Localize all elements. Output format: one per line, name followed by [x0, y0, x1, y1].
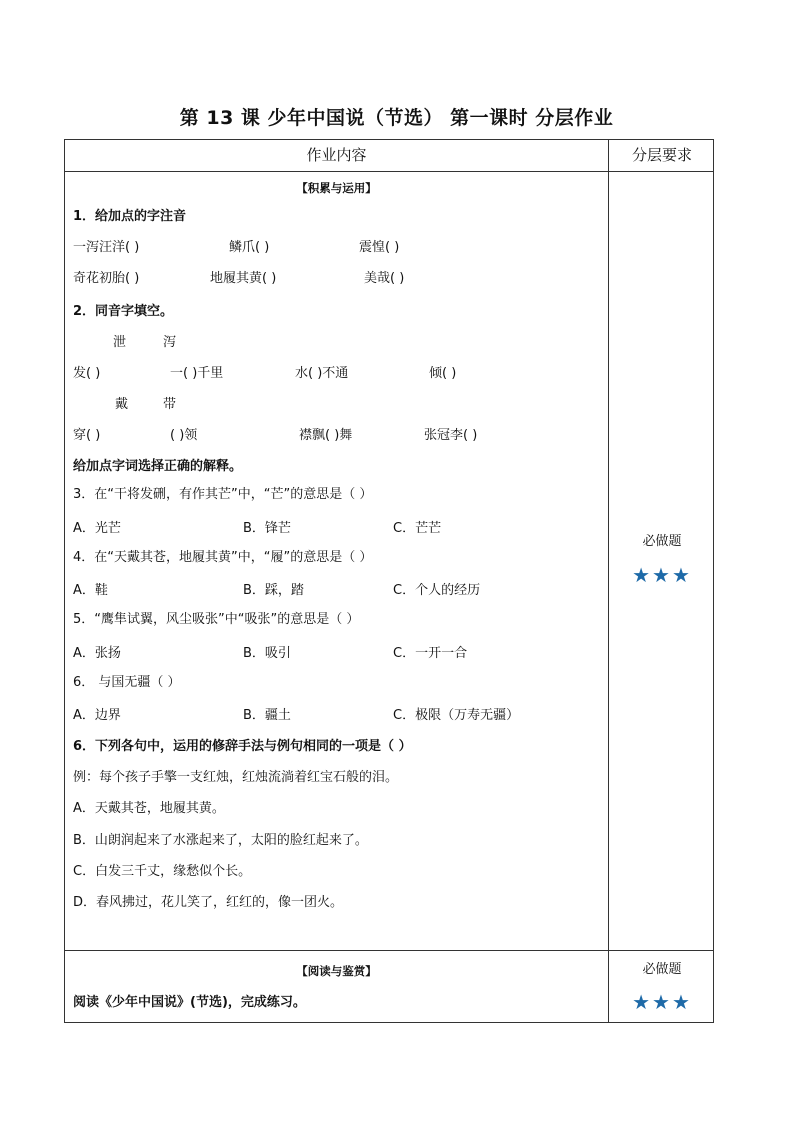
- homophone-char: 泻: [163, 335, 177, 350]
- q1-item: 美哉( ): [364, 271, 405, 286]
- header-divider: [65, 171, 713, 172]
- option: A．边界: [73, 708, 121, 723]
- q2-item: ( )领: [170, 428, 198, 443]
- homework-table: [64, 139, 714, 1023]
- option: C．一开一合: [393, 646, 468, 661]
- q2-title: 2．同音字填空。: [73, 304, 174, 319]
- q2-item: 一( )千里: [170, 366, 224, 381]
- section-heading-reading: 【阅读与鉴赏】: [296, 964, 377, 978]
- q1-title: 1．给加点的字注音: [73, 209, 187, 224]
- option: A．鞋: [73, 583, 108, 598]
- section2-star-rating: ★★★: [632, 990, 692, 1014]
- q1-item: 奇花初胎( ): [73, 271, 140, 286]
- q1-item: 震惶( ): [359, 240, 400, 255]
- q2-item: 发( ): [73, 366, 101, 381]
- homophone-char: 戴: [115, 397, 129, 412]
- option: B．山朗润起来了水涨起来了，太阳的脸红起来了。: [73, 833, 368, 848]
- section2-level: 必做题: [642, 962, 682, 977]
- q4-stem: 4．在“天戴其苍，地履其黄”中，“履”的意思是（ ）: [73, 550, 373, 565]
- option: A．天戴其苍，地履其黄。: [73, 801, 225, 816]
- q6a-stem: 6． 与国无疆（ ）: [73, 675, 181, 690]
- q2-item: 张冠李( ): [424, 428, 478, 443]
- header-level: 分层要求: [631, 146, 692, 164]
- q1-item: 鳞爪( ): [229, 240, 270, 255]
- q5-stem: 5．“鹰隼试翼，风尘吸张”中“吸张”的意思是（ ）: [73, 612, 360, 627]
- q2-item: 襟飘( )舞: [299, 428, 353, 443]
- q2-item: 水( )不通: [295, 366, 349, 381]
- section1-star-rating: ★★★: [632, 563, 692, 587]
- section-heading-accumulation: 【积累与运用】: [296, 181, 377, 195]
- option: C．极限（万寿无疆）: [393, 708, 520, 723]
- homophone-char: 泄: [113, 335, 127, 350]
- option: A．光芒: [73, 521, 121, 536]
- q2-item: 穿( ): [73, 428, 101, 443]
- q6b-example: 例：每个孩子手擎一支红烛，红烛流淌着红宝石般的泪。: [73, 770, 399, 785]
- option: A．张扬: [73, 646, 121, 661]
- q3-stem: 3．在“干将发硎，有作其芒”中，“芒”的意思是（ ）: [73, 487, 373, 502]
- page-title: 第 13 课 少年中国说（节选） 第一课时 分层作业: [179, 107, 614, 129]
- header-content: 作业内容: [306, 146, 367, 164]
- homophone-char: 带: [163, 397, 177, 412]
- q3-intro: 给加点字词选择正确的解释。: [73, 459, 243, 474]
- option: B．吸引: [243, 646, 291, 661]
- option: B．锋芒: [243, 521, 291, 536]
- option: C．个人的经历: [393, 583, 481, 598]
- q6b-stem: 6．下列各句中，运用的修辞手法与例句相同的一项是（ ）: [73, 739, 412, 754]
- option: C．芒芒: [393, 521, 442, 536]
- q2-item: 倾( ): [429, 366, 457, 381]
- option: B．踩，踏: [243, 583, 304, 598]
- option: C．白发三千丈，缘愁似个长。: [73, 864, 252, 879]
- q1-item: 一泻汪洋( ): [73, 240, 140, 255]
- section2-intro: 阅读《少年中国说》(节选)，完成练习。: [73, 995, 306, 1010]
- q1-item: 地履其黄( ): [210, 271, 277, 286]
- section1-level: 必做题: [642, 534, 682, 549]
- section-divider: [65, 950, 713, 951]
- option: D．春风拂过，花儿笑了，红红的，像一团火。: [73, 895, 344, 910]
- option: B．疆土: [243, 708, 291, 723]
